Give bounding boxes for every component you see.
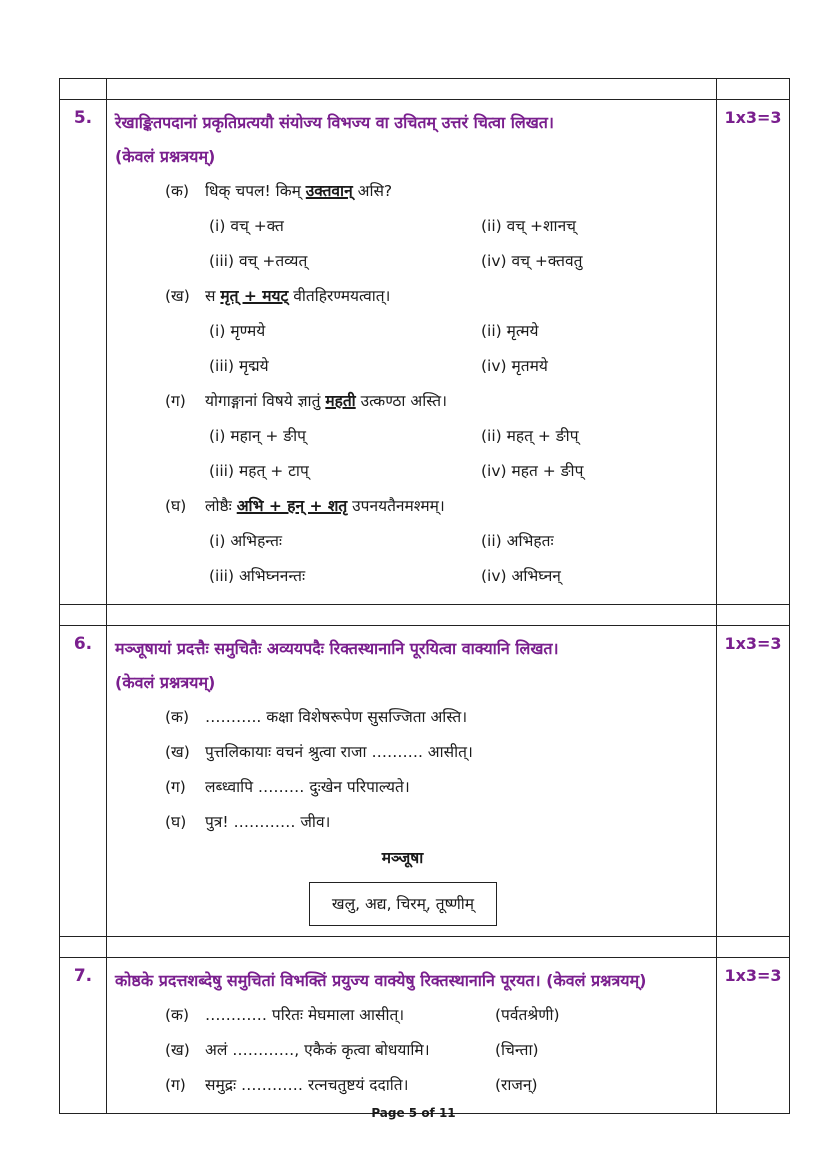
question-number: 6. [60,626,107,937]
sub-question-label: (क) [165,708,189,726]
sub-question [115,1068,710,1103]
sub-question [115,700,710,735]
marks: 1x3=3 [717,626,790,937]
question-body [107,626,717,937]
option-row [115,244,710,279]
option: (iv) महत + ङीप् [481,462,584,480]
option: (ii) महत् + ङीप् [481,427,579,445]
sub-question-text: समुद्रः ………… रत्नचतुष्टयं ददाति। [205,1076,409,1094]
sub-question [115,805,710,840]
sub-question-text: वीतहिरण्मयत्वात्। [288,287,391,305]
hint-word: (राजन्) [495,1076,538,1094]
sub-question-text: उपनयतैनमश्मम्। [347,497,445,515]
question-body [107,100,717,605]
sub-question-text: ………… परितः मेघमाला आसीत्। [205,1006,405,1024]
option: (iii) अभिघ्ननन्तः [209,567,306,585]
underlined-word: महती [325,392,356,410]
sub-question-text: अलं …………, एकैकं कृत्वा बोधयामि। [205,1041,430,1059]
option: (i) मृण्मये [209,322,266,340]
sub-question-label: (ख) [165,287,190,305]
question-row-5 [60,100,790,605]
option: (ii) अभिहतः [481,532,554,550]
sub-question-label: (ग) [165,778,186,796]
hint-word: (चिन्ता) [495,1041,539,1059]
question-number: 7. [60,958,107,1114]
sub-question-text: योगाङ्गानां विषये ज्ञातुं [205,392,326,410]
option-row [115,524,710,559]
sub-question-label: (ख) [165,743,190,761]
question-number: 5. [60,100,107,605]
sub-question-label: (घ) [165,813,187,831]
option-row [115,349,710,384]
sub-question [115,279,710,314]
sub-question [115,384,710,419]
hint-word: (पर्वतश्रेणी) [495,1006,560,1024]
sub-question-label: (ग) [165,392,186,410]
sub-question [115,174,710,209]
sub-question-text: लब्ध्वापि ……… दुःखेन परिपाल्यते। [205,778,410,796]
sub-question-text: लोष्ठैः [205,497,237,515]
question-table [59,78,790,1114]
sub-question [115,998,710,1033]
option-row [115,419,710,454]
question-title: मञ्जूषायां प्रदत्तैः समुचितैः अव्ययपदैः रिक्तस्थानानि पूरयित्वा वाक्यानि लिखत। [115,639,559,658]
sub-question-label: (ख) [165,1041,190,1059]
option-row [115,209,710,244]
underlined-word: उक्तवान् [305,182,353,200]
marks: 1x3=3 [717,958,790,1114]
sub-question [115,770,710,805]
question-subtitle: (केवलं प्रश्नत्रयम्) [115,673,216,692]
sub-question-label: (ग) [165,1076,186,1094]
sub-question-text: पुत्तलिकायाः वचनं श्रुत्वा राजा ………. आसीत्। [205,743,473,761]
underlined-word: अभि + हन् + शतृ [236,497,348,515]
sub-question [115,735,710,770]
option: (i) वच् +क्त [209,217,284,235]
option: (i) महान् + ङीप् [209,427,306,445]
spacer-row [60,937,790,958]
question-row-6 [60,626,790,937]
sub-question-text: उत्कण्ठा अस्ति। [355,392,447,410]
sub-question-label: (क) [165,182,189,200]
question-subtitle: (केवलं प्रश्नत्रयम्) [115,147,216,166]
option-row [115,314,710,349]
word-box-heading: मञ्जूषा [381,849,424,867]
sub-question-text: ……….. कक्षा विशेषरूपेण सुसज्जिता अस्ति। [205,708,468,726]
sub-question-label: (क) [165,1006,189,1024]
sub-question-text: धिक् चपल! किम् [205,182,306,200]
sub-question [115,489,710,524]
option: (iv) मृतमये [481,357,548,375]
option: (iv) वच् +क्तवतु [481,252,583,270]
question-title: कोष्ठके प्रदत्तशब्देषु समुचितां विभक्तिं प्रयुज्य वाक्येषु रिक्तस्थानानि पूरयत। (केवलं प्रश्नत्रयम्) [115,971,647,990]
spacer-row [60,605,790,626]
sub-question-label: (घ) [165,497,187,515]
option-row [115,559,710,594]
marks: 1x3=3 [717,100,790,605]
option: (i) अभिहन्तः [209,532,283,550]
page-footer: Page 5 of 11 [371,1106,456,1120]
sub-question-text: असि? [352,182,393,200]
option: (ii) मृत्मये [481,322,539,340]
option-row [115,454,710,489]
option: (iii) महत् + टाप् [209,462,309,480]
spacer-row [60,79,790,100]
sub-question-text: पुत्र! ………… जीव। [205,813,331,831]
option: (iii) मृद्मये [209,357,269,375]
sub-question [115,1033,710,1068]
underlined-word: मृत् + मयट् [220,287,289,305]
question-row-7 [60,958,790,1114]
option: (ii) वच् +शानच् [481,217,577,235]
option: (iii) वच् +तव्यत् [209,252,308,270]
sub-question-text: स [205,287,221,305]
word-box: खलु, अद्य, चिरम्, तूष्णीम् [309,882,497,926]
question-body [107,958,717,1114]
option: (iv) अभिघ्नन् [481,567,561,585]
question-title: रेखाङ्कितपदानां प्रकृतिप्रत्ययौ संयोज्य विभज्य वा उचितम् उत्तरं चित्वा लिखत। [115,113,554,132]
